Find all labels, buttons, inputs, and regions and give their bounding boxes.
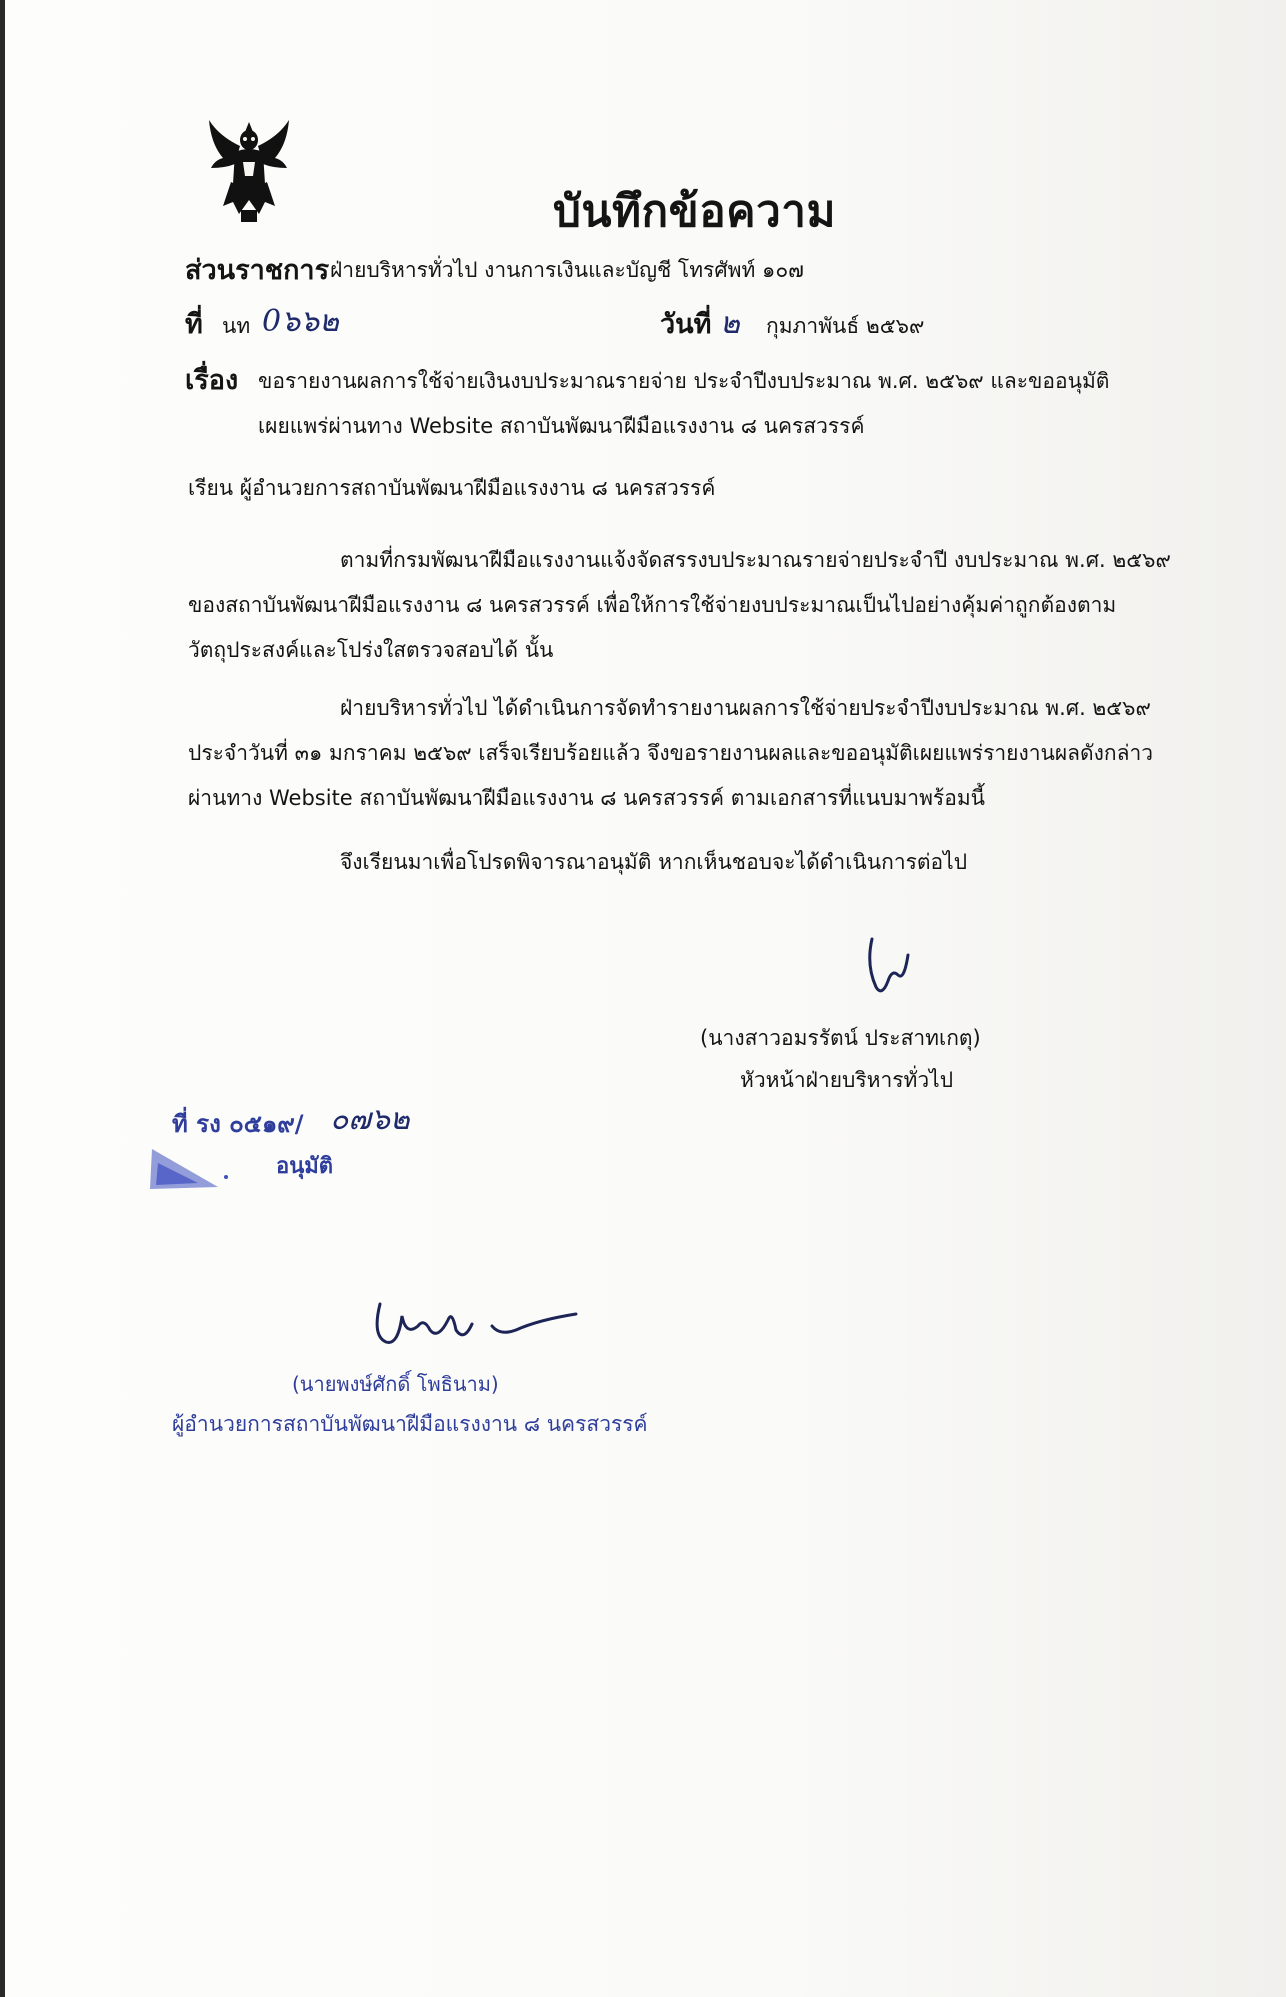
paragraph-2 [188, 686, 1198, 821]
signer-position: หัวหน้าฝ่ายบริหารทั่วไป [740, 1068, 954, 1092]
director-name: (นายพงษ์ศักดิ์ โพธินาม) [292, 1372, 499, 1396]
signer-signature [858, 935, 918, 1005]
ref-prefix: นท [222, 314, 251, 338]
ink-stamp-mark [148, 1143, 238, 1193]
signer-name: (นางสาวอมรรัตน์ ประสาทเกตุ) [700, 1026, 981, 1050]
memo-title: บันทึกข้อความ [553, 186, 837, 237]
ref-label: ที่ [185, 309, 203, 340]
salutation: เรียน ผู้อำนวยการสถาบันพัฒนาฝีมือแรงงาน ๘ นครสวรรค์ [188, 476, 716, 500]
paragraph-2-line: ฝ่ายบริหารทั่วไป ได้ดำเนินการจัดทำรายงานผลการใช้จ่ายประจำปีงบประมาณ พ.ศ. ๒๕๖๙ [340, 696, 1151, 720]
date-label: วันที่ [660, 309, 712, 340]
approval-ref: ที่ รง ๐๕๑๙/ [172, 1110, 304, 1138]
closing-sentence: จึงเรียนมาเพื่อโปรดพิจารณาอนุมัติ หากเห็นชอบจะได้ดำเนินการต่อไป [340, 850, 968, 874]
agency-label: ส่วนราชการ [185, 255, 330, 286]
subject-line-1: ขอรายงานผลการใช้จ่ายเงินงบประมาณรายจ่าย ประจำปีงบประมาณ พ.ศ. ๒๕๖๙ และขออนุมัติ [258, 369, 1110, 393]
director-signature [368, 1296, 588, 1356]
page-edge [0, 0, 5, 1997]
approval-ref-number: ๐๗๖๒ [330, 1102, 410, 1137]
approval-status: อนุมัติ [276, 1154, 334, 1179]
paragraph-1-line: วัตถุประสงค์และโปร่งใสตรวจสอบได้ นั้น [188, 638, 554, 662]
date-value: กุมภาพันธ์ ๒๕๖๙ [766, 314, 925, 338]
paragraph-2-line: ประจำวันที่ ๓๑ มกราคม ๒๕๖๙ เสร็จเรียบร้อยแล้ว จึงขอรายงานผลและขออนุมัติเผยแพร่รายงานผลดังกล่าว [188, 741, 1154, 765]
paragraph-1-line: ของสถาบันพัฒนาฝีมือแรงงาน ๘ นครสวรรค์ เพื่อให้การใช้จ่ายงบประมาณเป็นไปอย่างคุ้มค่าถูกต้องตาม [188, 593, 1117, 617]
agency-value: ฝ่ายบริหารทั่วไป งานการเงินและบัญชี โทรศัพท์ ๑๐๗ [330, 258, 804, 282]
director-position: ผู้อำนวยการสถาบันพัฒนาฝีมือแรงงาน ๘ นครสวรรค์ [172, 1412, 648, 1436]
paragraph-1 [188, 538, 1198, 673]
subject-label: เรื่อง [185, 365, 239, 396]
paragraph-2-line: ผ่านทาง Website สถาบันพัฒนาฝีมือแรงงาน ๘ นครสวรรค์ ตามเอกสารที่แนบมาพร้อมนี้ [188, 786, 986, 810]
ref-number: 0๖๖๒ [262, 304, 339, 339]
paragraph-1-line: ตามที่กรมพัฒนาฝีมือแรงงานแจ้งจัดสรรงบประมาณรายจ่ายประจำปี งบประมาณ พ.ศ. ๒๕๖๙ [340, 548, 1171, 572]
subject-line-2: เผยแพร่ผ่านทาง Website สถาบันพัฒนาฝีมือแรงงาน ๘ นครสวรรค์ [258, 414, 865, 438]
garuda-emblem-icon [205, 118, 293, 226]
date-day: ๒ [720, 306, 740, 341]
